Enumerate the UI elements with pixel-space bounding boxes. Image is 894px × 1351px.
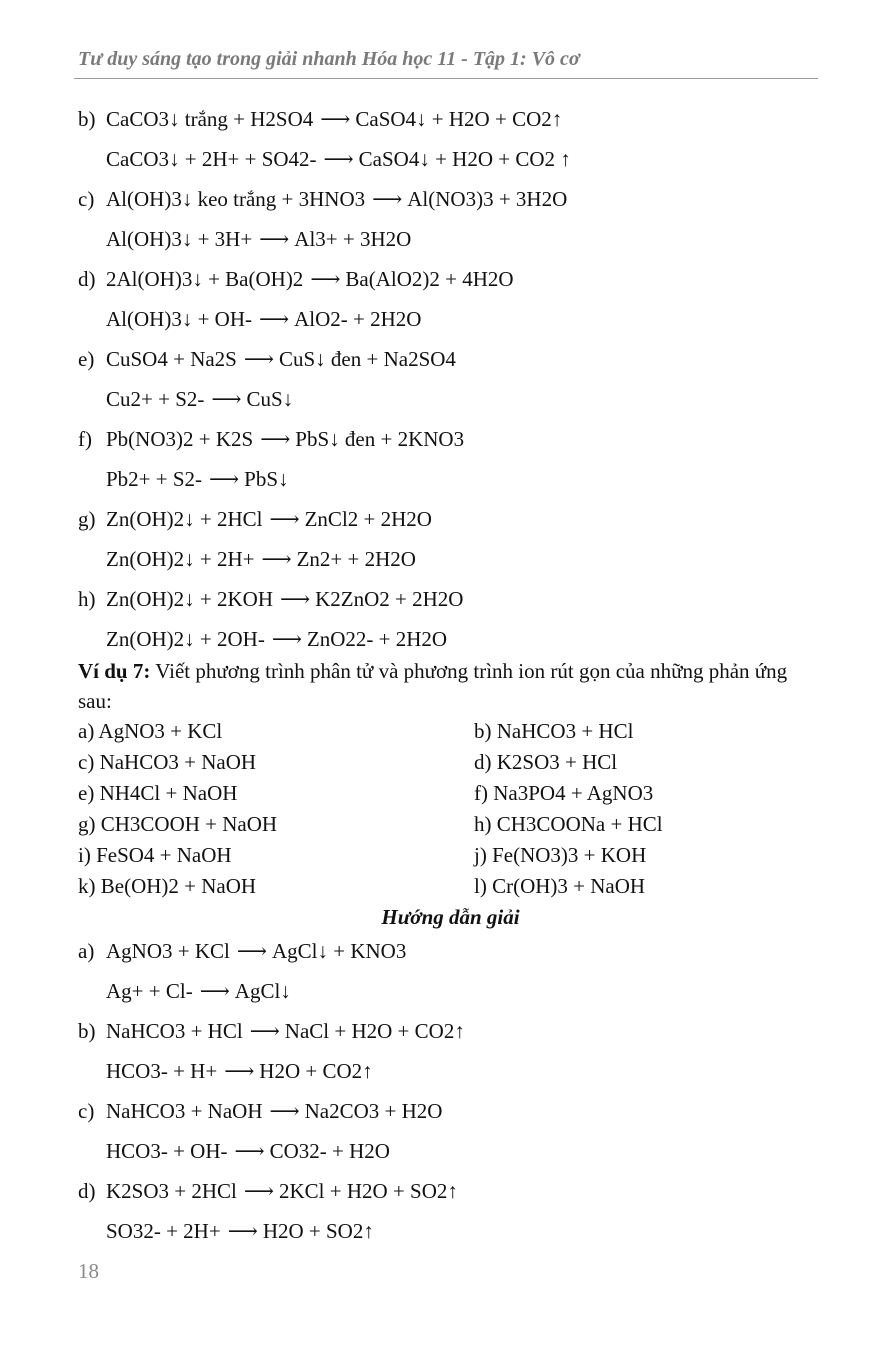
equation-line <box>78 1136 823 1176</box>
reaction-arrow-icon: ⟶ <box>260 427 289 451</box>
equation-line <box>78 144 823 184</box>
equation-line <box>78 184 823 224</box>
example-item-row <box>78 809 823 840</box>
equation-line <box>78 384 823 424</box>
equations-part-2 <box>78 936 823 1256</box>
equation-reactants: Ag+ + Cl- <box>106 979 193 1003</box>
equation-products: ZnCl2 + 2H2O <box>304 507 432 531</box>
equation-products: Al3+ + 3H2O <box>294 227 412 251</box>
reaction-arrow-icon: ⟶ <box>259 227 288 251</box>
equation-reactants: CaCO3↓ trắng + H2SO4 <box>106 107 314 131</box>
equation-line <box>78 424 823 464</box>
example-item-row <box>78 747 823 778</box>
guide-heading: Hướng dẫn giải <box>381 905 520 929</box>
example-item: g) CH3COOH + NaOH <box>78 812 278 836</box>
equation-products: Al(NO3)3 + 3H2O <box>407 187 568 211</box>
equation-line <box>78 464 823 504</box>
equation-products: PbS↓ đen + 2KNO3 <box>295 427 465 451</box>
equation-products: CuS↓ <box>246 387 294 411</box>
equation-reactants: Zn(OH)2↓ + 2HCl <box>106 507 263 531</box>
example-title: Ví dụ 7: <box>78 659 151 683</box>
equation-line <box>78 1216 823 1256</box>
equation-products: AlO2- + 2H2O <box>294 307 422 331</box>
equation-products: H2O + CO2↑ <box>259 1059 373 1083</box>
equation-line <box>78 584 823 624</box>
equation-reactants: NaHCO3 + HCl <box>106 1019 243 1043</box>
equation-products: Zn2+ + 2H2O <box>296 547 416 571</box>
reaction-arrow-icon: ⟶ <box>259 307 288 331</box>
reaction-arrow-icon: ⟶ <box>269 507 298 531</box>
reaction-arrow-icon: ⟶ <box>323 147 352 171</box>
equation-reactants: SO32- + 2H+ <box>106 1219 221 1243</box>
equation-label: c) <box>78 187 95 211</box>
equation-line <box>78 936 823 976</box>
equation-products: CuS↓ đen + Na2SO4 <box>278 347 456 371</box>
equation-reactants: HCO3- + OH- <box>106 1139 228 1163</box>
example-item: i) FeSO4 + NaOH <box>78 843 232 867</box>
equation-label: b) <box>78 1019 96 1043</box>
header-divider <box>74 78 818 79</box>
example-item-row <box>78 871 823 902</box>
equation-products: AgCl↓ + KNO3 <box>271 939 407 963</box>
equation-reactants: Zn(OH)2↓ + 2H+ <box>106 547 255 571</box>
page-number: 18 <box>78 1259 99 1283</box>
equation-line <box>78 264 823 304</box>
equation-reactants: HCO3- + H+ <box>106 1059 218 1083</box>
example-item: f) Na3PO4 + AgNO3 <box>474 781 654 805</box>
equation-reactants: Al(OH)3↓ keo trắng + 3HNO3 <box>106 187 366 211</box>
reaction-arrow-icon: ⟶ <box>227 1219 256 1243</box>
running-header: Tư duy sáng tạo trong giải nhanh Hóa học 11 - Tập 1: Vô cơ <box>78 48 580 70</box>
reaction-arrow-icon: ⟶ <box>320 107 349 131</box>
reaction-arrow-icon: ⟶ <box>261 547 290 571</box>
reaction-arrow-icon: ⟶ <box>211 387 240 411</box>
example-item: k) Be(OH)2 + NaOH <box>78 874 257 898</box>
reaction-arrow-icon: ⟶ <box>269 1099 298 1123</box>
equation-products: ZnO22- + 2H2O <box>306 627 448 651</box>
example-item: h) CH3COONa + HCl <box>474 812 663 836</box>
equation-label: b) <box>78 107 96 131</box>
reaction-arrow-icon: ⟶ <box>271 627 300 651</box>
example-item: a) AgNO3 + KCl <box>78 719 223 743</box>
equation-products: CaSO4↓ + H2O + CO2 ↑ <box>358 147 571 171</box>
example-text: Viết phương trình phân tử và phương trình ion rút gọn của những phản ứng sau: <box>78 659 788 713</box>
equation-line <box>78 1176 823 1216</box>
reaction-arrow-icon: ⟶ <box>310 267 339 291</box>
reaction-arrow-icon: ⟶ <box>234 1139 263 1163</box>
equations-part-1 <box>78 104 823 664</box>
example-item: c) NaHCO3 + NaOH <box>78 750 257 774</box>
equation-reactants: 2Al(OH)3↓ + Ba(OH)2 <box>106 267 304 291</box>
equation-line <box>78 344 823 384</box>
equation-label: g) <box>78 507 96 531</box>
example-item-row <box>78 716 823 747</box>
equation-reactants: Al(OH)3↓ + 3H+ <box>106 227 253 251</box>
example-item: l) Cr(OH)3 + NaOH <box>474 874 646 898</box>
equation-reactants: K2SO3 + 2HCl <box>106 1179 237 1203</box>
equation-products: PbS↓ <box>244 467 289 491</box>
equation-products: NaCl + H2O + CO2↑ <box>284 1019 465 1043</box>
equation-line <box>78 976 823 1016</box>
equation-products: H2O + SO2↑ <box>262 1219 374 1243</box>
reaction-arrow-icon: ⟶ <box>249 1019 278 1043</box>
example-item: j) Fe(NO3)3 + KOH <box>474 843 647 867</box>
equation-reactants: CaCO3↓ + 2H+ + SO42- <box>106 147 317 171</box>
example-item: e) NH4Cl + NaOH <box>78 781 238 805</box>
equation-reactants: Zn(OH)2↓ + 2OH- <box>106 627 265 651</box>
page-content <box>78 104 823 1256</box>
equation-products: Na2CO3 + H2O <box>304 1099 443 1123</box>
equation-line <box>78 544 823 584</box>
equation-line <box>78 1056 823 1096</box>
equation-products: CaSO4↓ + H2O + CO2↑ <box>355 107 563 131</box>
reaction-arrow-icon: ⟶ <box>243 1179 272 1203</box>
equation-reactants: Al(OH)3↓ + OH- <box>106 307 252 331</box>
equation-products: 2KCl + H2O + SO2↑ <box>278 1179 458 1203</box>
example-item-row <box>78 778 823 809</box>
equation-line <box>78 1016 823 1056</box>
reaction-arrow-icon: ⟶ <box>372 187 401 211</box>
example-statement <box>78 656 823 716</box>
reaction-arrow-icon: ⟶ <box>236 939 265 963</box>
example-item-row <box>78 840 823 871</box>
reaction-arrow-icon: ⟶ <box>209 467 238 491</box>
equation-line <box>78 1096 823 1136</box>
reaction-arrow-icon: ⟶ <box>224 1059 253 1083</box>
equation-label: d) <box>78 267 96 291</box>
equation-label: h) <box>78 587 96 611</box>
equation-products: Ba(AlO2)2 + 4H2O <box>345 267 514 291</box>
equation-label: e) <box>78 347 95 371</box>
equation-products: CO32- + H2O <box>269 1139 390 1163</box>
equation-line <box>78 504 823 544</box>
reaction-arrow-icon: ⟶ <box>280 587 309 611</box>
equation-label: c) <box>78 1099 95 1123</box>
equation-reactants: Cu2+ + S2- <box>106 387 205 411</box>
example-item: d) K2SO3 + HCl <box>474 750 618 774</box>
equation-label: f) <box>78 427 92 451</box>
reaction-arrow-icon: ⟶ <box>199 979 228 1003</box>
equation-label: a) <box>78 939 95 963</box>
equation-products: K2ZnO2 + 2H2O <box>315 587 464 611</box>
equation-line <box>78 624 823 664</box>
equation-reactants: Zn(OH)2↓ + 2KOH <box>106 587 273 611</box>
equation-line <box>78 224 823 264</box>
example-item: b) NaHCO3 + HCl <box>474 719 634 743</box>
equation-reactants: CuSO4 + Na2S <box>106 347 237 371</box>
equation-reactants: Pb2+ + S2- <box>106 467 203 491</box>
reaction-arrow-icon: ⟶ <box>243 347 272 371</box>
equation-reactants: AgNO3 + KCl <box>106 939 230 963</box>
equation-products: AgCl↓ <box>234 979 291 1003</box>
equation-reactants: Pb(NO3)2 + K2S <box>106 427 254 451</box>
example-7 <box>78 656 823 902</box>
example-items <box>78 716 823 902</box>
equation-line <box>78 304 823 344</box>
equation-label: d) <box>78 1179 96 1203</box>
equation-line <box>78 104 823 144</box>
equation-reactants: NaHCO3 + NaOH <box>106 1099 263 1123</box>
